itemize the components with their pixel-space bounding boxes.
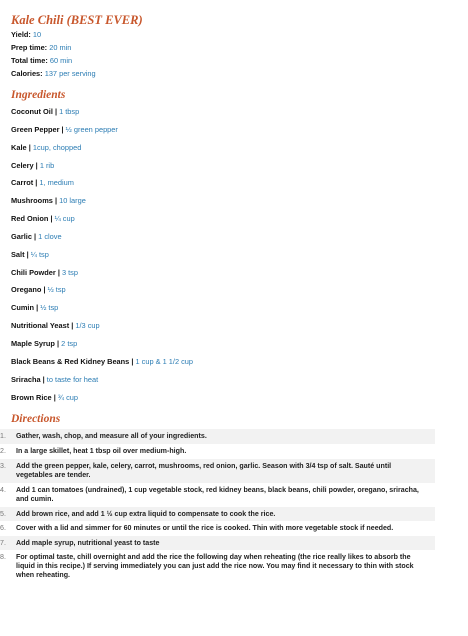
- total-time-label: Total time:: [11, 56, 48, 65]
- step-number: 2.: [0, 447, 6, 456]
- ingredient-name: Cumin: [11, 303, 34, 313]
- ingredient-quantity: 1 rib: [39, 160, 55, 170]
- ingredient-name: Kale: [11, 142, 27, 152]
- ingredient-item: [11, 161, 468, 179]
- ingredient-separator: |: [35, 178, 38, 188]
- step-text: In a large skillet, heat 1 tbsp oil over medium-high.: [16, 447, 187, 456]
- step-number: 4.: [0, 486, 6, 495]
- ingredient-quantity: 1/3 cup: [75, 321, 100, 331]
- ingredient-separator: |: [54, 196, 58, 206]
- calories-label: Calories:: [11, 69, 43, 78]
- prep-time-label: Prep time:: [11, 43, 48, 52]
- ingredient-separator: |: [71, 321, 74, 331]
- ingredient-quantity: 1 tbsp: [59, 107, 80, 116]
- ingredient-separator: |: [50, 214, 53, 224]
- ingredient-quantity: to taste for heat: [46, 374, 99, 384]
- ingredient-quantity: 1 cup & 1 1/2 cup: [135, 356, 194, 366]
- ingredient-separator: |: [53, 392, 56, 402]
- directions-heading: Directions: [11, 413, 61, 426]
- ingredient-quantity: 3 tsp: [61, 267, 78, 277]
- ingredient-separator: |: [34, 231, 37, 241]
- prep-time-value: 20 min: [49, 43, 72, 52]
- direction-step: [0, 507, 435, 521]
- step-text: Add maple syrup, nutritional yeast to taste: [16, 539, 160, 548]
- step-number: 6.: [0, 524, 6, 533]
- step-text: Add 1 can tomatoes (undrained), 1 cup vegetable stock, red kidney beans, black beans, chili powder, oregano, sriracha, and cumin.: [16, 486, 419, 503]
- total-time-value: 60 min: [49, 56, 73, 65]
- step-number: 8.: [0, 553, 6, 562]
- ingredient-item: [11, 339, 468, 357]
- step-text: For optimal taste, chill overnight and add the rice the following day when reheating (the rice really likes to absorb the liquid in this recipe.) If serving immediately you can just add the rice now. You may find it necessary to thin with stock when reheating.: [16, 553, 414, 579]
- ingredient-name: Red Onion: [11, 214, 49, 224]
- ingredient-quantity: ¼ cup: [54, 214, 75, 224]
- direction-list: [0, 429, 457, 583]
- step-text: Add the green pepper, kale, celery, carrot, mushrooms, red onion, garlic. Season with 3/4 tsp of salt. Sauté until vegetables are tender.: [16, 462, 392, 479]
- ingredient-item: [11, 250, 468, 268]
- prep-time-line: [11, 41, 468, 54]
- ingredient-separator: |: [42, 374, 45, 384]
- step-number: 7.: [0, 539, 6, 548]
- ingredient-name: Oregano: [11, 285, 42, 295]
- ingredient-item: [11, 393, 468, 411]
- ingredient-quantity: ½ tsp: [40, 303, 59, 313]
- direction-step: [0, 536, 435, 550]
- ingredient-name: Brown Rice: [11, 392, 52, 402]
- ingredient-item: [11, 107, 468, 125]
- step-text: Gather, wash, chop, and measure all of your ingredients.: [16, 432, 207, 441]
- step-number: 1.: [0, 432, 6, 441]
- recipe-title: Kale Chili (BEST EVER): [11, 13, 143, 27]
- ingredient-item: [11, 357, 468, 375]
- ingredient-separator: |: [61, 124, 64, 134]
- ingredient-separator: |: [36, 303, 39, 313]
- ingredient-separator: |: [131, 356, 134, 366]
- ingredient-quantity: ¼ tsp: [30, 249, 49, 259]
- ingredient-item: [11, 214, 468, 232]
- ingredient-name: Garlic: [11, 231, 32, 241]
- step-text: Cover with a lid and simmer for 60 minutes or until the rice is cooked. Thin with more vegetable stock if needed.: [16, 524, 394, 533]
- ingredient-quantity: 2 tsp: [61, 338, 78, 348]
- ingredient-separator: |: [54, 107, 58, 116]
- direction-step: [0, 459, 435, 483]
- ingredient-item: [11, 285, 468, 303]
- ingredient-item: [11, 303, 468, 321]
- ingredient-name: Celery: [11, 160, 34, 170]
- ingredient-list: [11, 107, 468, 410]
- ingredient-name: Mushrooms: [11, 196, 53, 206]
- yield-value: 10: [32, 30, 42, 39]
- ingredient-name: Chili Powder: [11, 267, 56, 277]
- ingredient-item: [11, 375, 468, 393]
- calories-value: 137 per serving: [44, 69, 96, 78]
- ingredient-quantity: 1cup, chopped: [32, 142, 82, 152]
- direction-step: [0, 483, 435, 507]
- ingredient-separator: |: [57, 338, 60, 348]
- step-number: 3.: [0, 462, 6, 471]
- ingredient-name: Salt: [11, 249, 25, 259]
- ingredient-quantity: 10 large: [59, 196, 86, 206]
- direction-step: [0, 444, 435, 459]
- ingredient-item: [11, 321, 468, 339]
- ingredient-name: Nutritional Yeast: [11, 321, 70, 331]
- ingredient-separator: |: [28, 142, 31, 152]
- direction-step: [0, 521, 435, 536]
- ingredient-name: Green Pepper: [11, 124, 60, 134]
- yield-line: [11, 28, 468, 41]
- ingredients-heading: Ingredients: [11, 89, 66, 101]
- yield-label: Yield:: [11, 30, 31, 39]
- ingredient-item: [11, 196, 468, 214]
- ingredient-name: Sriracha: [11, 374, 41, 384]
- direction-step: [0, 429, 435, 444]
- ingredient-quantity: ¾ cup: [57, 392, 78, 402]
- ingredient-item: [11, 178, 468, 196]
- ingredient-item: [11, 125, 468, 143]
- ingredient-item: [11, 143, 468, 161]
- step-number: 5.: [0, 510, 6, 519]
- ingredient-name: Maple Syrup: [11, 338, 55, 348]
- ingredient-item: [11, 268, 468, 286]
- ingredient-quantity: 1, medium: [39, 178, 74, 188]
- ingredient-item: [11, 232, 468, 250]
- ingredient-name: Carrot: [11, 178, 34, 188]
- ingredient-separator: |: [26, 249, 29, 259]
- ingredient-separator: |: [35, 160, 38, 170]
- direction-step: [0, 550, 435, 583]
- ingredient-separator: |: [43, 285, 46, 295]
- ingredient-quantity: ½ tsp: [47, 285, 66, 295]
- calories-line: [11, 67, 468, 80]
- ingredient-quantity: ½ green pepper: [65, 124, 118, 134]
- ingredient-separator: |: [57, 267, 60, 277]
- ingredient-quantity: 1 clove: [38, 231, 62, 241]
- ingredient-name: Black Beans & Red Kidney Beans: [11, 356, 130, 366]
- total-time-line: [11, 54, 468, 67]
- ingredient-name: Coconut Oil: [11, 107, 53, 116]
- step-text: Add brown rice, and add 1 ½ cup extra liquid to compensate to cook the rice.: [16, 510, 276, 519]
